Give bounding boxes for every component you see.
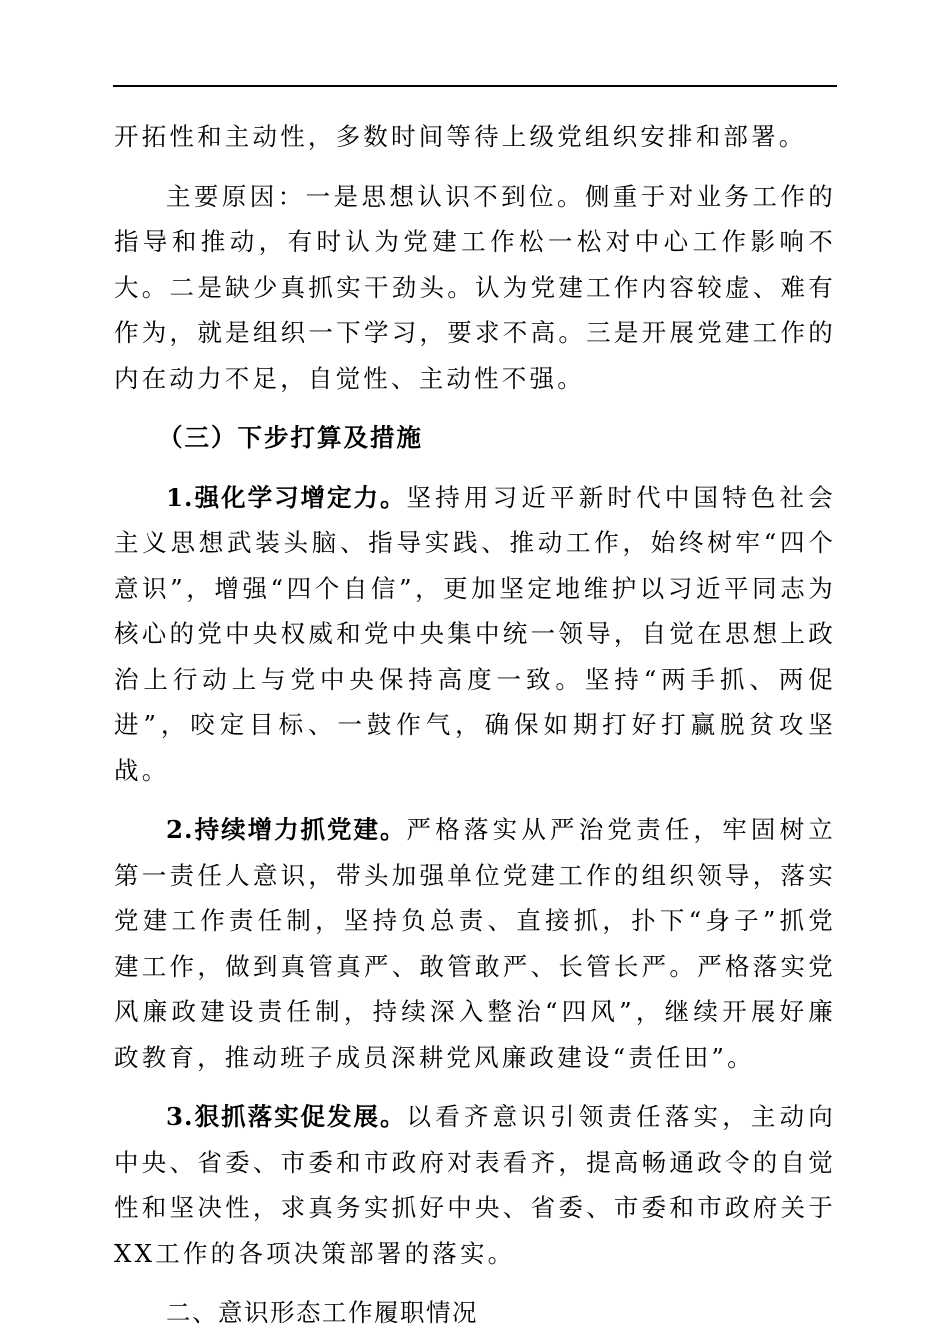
paragraph-main-reasons: 主要原因：一是思想认识不到位。侧重于对业务工作的指导和推动，有时认为党建工作松一松对中心工作影响不大。二是缺少真抓实干劲头。认为党建工作内容较虚、难有作为，就是组织一下学习，要求不高。三是开展党建工作的内在动力不足，自觉性、主动性不强。 xyxy=(114,181,836,393)
list-item-2-lead: 2.持续增力抓党建。 xyxy=(166,815,407,844)
list-item-1 xyxy=(114,475,836,794)
list-item-3 xyxy=(114,1094,836,1276)
list-item-3-lead: 3.狠抓落实促发展。 xyxy=(166,1102,407,1131)
list-item-2 xyxy=(114,807,836,1080)
document-body xyxy=(114,114,836,1336)
header-rule xyxy=(113,85,837,87)
list-item-2-text: 严格落实从严治党责任，牢固树立第一责任人意识，带头加强单位党建工作的组织领导，落实党建工作责任制，坚持负总责、直接抓，扑下“身子”抓党建工作，做到真管真严、敢管敢严、长管长严。严格落实党风廉政建设责任制，持续深入整治“四风”，继续开展好廉政教育，推动班子成员深耕党风廉政建设“责任田”。 xyxy=(114,815,836,1072)
list-item-1-text: 坚持用习近平新时代中国特色社会主义思想武装头脑、指导实践、推动工作，始终树牢“四个意识”，增强“四个自信”，更加坚定地维护以习近平同志为核心的党中央权威和党中央集中统一领导，自觉在思想上政治上行动上与党中央保持高度一致。坚持“两手抓、两促进”，咬定目标、一鼓作气，确保如期打好打赢脱贫攻坚战。 xyxy=(114,482,836,785)
section-subheading: （三）下步打算及措施 xyxy=(158,423,423,452)
list-item-3-text: 以看齐意识引领责任落实，主动向中央、省委、市委和市政府对表看齐，提高畅通政令的自觉性和坚决性，求真务实抓好中央、省委、市委和市政府关于XX工作的各项决策部署的落实。 xyxy=(114,1102,836,1268)
paragraph-continuation: 开拓性和主动性，多数时间等待上级党组织安排和部署。 xyxy=(114,122,807,151)
section-heading: 二、意识形态工作履职情况 xyxy=(166,1298,478,1327)
list-item-1-lead: 1.强化学习增定力。 xyxy=(166,482,407,512)
